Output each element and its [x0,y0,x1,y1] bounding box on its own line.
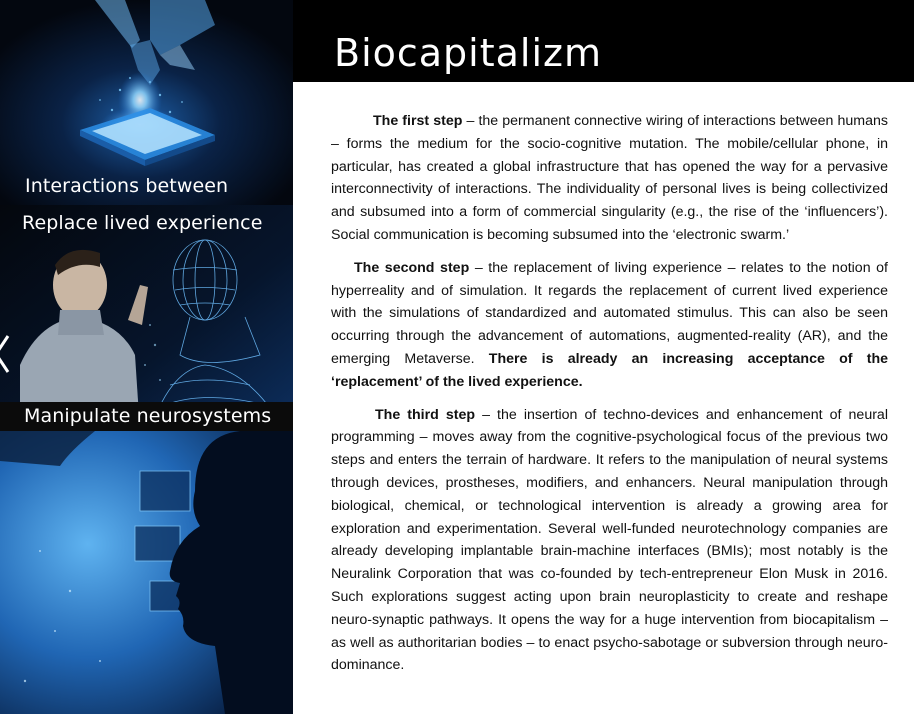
page-title: Biocapitalizm [334,31,602,75]
paragraph-lead: The first step [373,113,463,129]
wireframe-figure-image [0,205,293,431]
caption-manipulate: Manipulate neurosystems [24,405,272,427]
title-bar [293,0,914,82]
paragraph-text: – the insertion of techno-devices and enhancement of neural programming – moves away from the cognitive-psychological focus of the previous two steps and enters the terrain of hardware. It refers to the manipulation of neural systems through devices, prostheses, modifiers, and enhancers. Neural manipulation through biological, chemical, or technological intervention is already a growing area for exploration and experimentation. Several well-funded neurotechnology companies are already developing implantable brain-machine interfaces (BMIs); most notably is the Neuralink Corporation that was co-founded by tech-entrepreneur Elon Musk in 2016. Such explorations suggest acting upon brain neuroplasticity to create and reshape neuro-synaptic pathways. It opens the way for a huge intervention from biocapitalism – as well as authoritarian bodies – to enact psycho-sabotage or subversion through neuro-dominance. [331,406,888,674]
paragraph-third-step [331,404,888,678]
paragraph-first-step [331,110,888,247]
neural-profile-image [0,431,293,714]
paragraph-lead: The second step [354,259,470,276]
chip-hand-image [0,0,293,205]
caption-replace: Replace lived experience [22,212,263,234]
paragraph-text: – the permanent connective wiring of interactions between humans – forms the medium for the socio-cognitive mutation. The mobile/cellular phone, in particular, has created a global infrastructure that has opened the way for a pervasive interconnectivity of interactions. The individuality of personal lives is being collectivized and subsumed into a form of commercial singularity (e.g., the rise of the ‘influencers’). Social communication is becoming subsumed into the ‘electronic swarm.’ [331,113,888,243]
paragraph-text: – the replacement of living experience – relates to the notion of hyperreality and of simulation. It regards the replacement of current lived experience with the simulations of standardized and automated stimulus. This can also be seen occurring through the advancement of automations, augmented-reality (AR), and the emerging Metaverse. [331,259,888,367]
paragraph-emphasis: There is already an increasing acceptance of the ‘replacement’ of the lived experience. [331,350,888,390]
article-body [331,110,888,687]
caption-interactions: Interactions between [25,175,229,197]
image-column [0,0,293,714]
paragraph-second-step [331,257,888,394]
previous-arrow-icon[interactable] [0,334,14,374]
paragraph-lead: The third step [375,406,476,423]
